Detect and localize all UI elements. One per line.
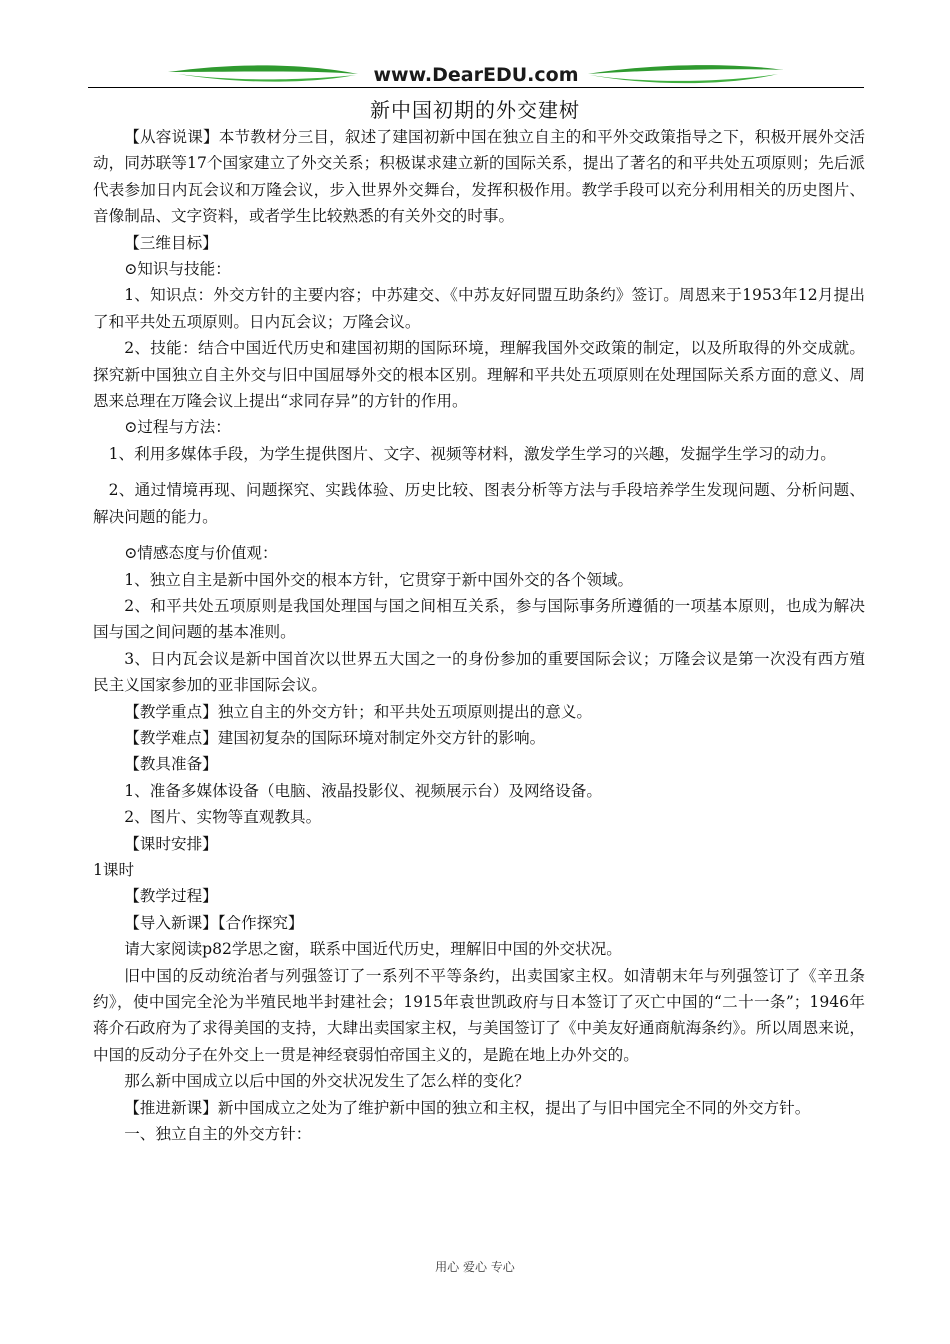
paragraph-intro: 【从容说课】本节教材分三目，叙述了建国初新中国在独立自主的和平外交政策指导之下，积极开展外交活动，同苏联等17个国家建立了外交关系；积极谋求建立新的国际关系，提出了著名的和平共处五项原则；先后派代表参加日内瓦会议和万隆会议，步入世界外交舞台，发挥积极作用。教学手段可以充分利用相关的历史图片、音像制品、文字资料，或者学生比较熟悉的有关外交的时事。	[93, 128, 865, 226]
heading-knowledge-skills: ⊙知识与技能：	[124, 260, 231, 279]
heading-three-goals: 【三维目标】	[124, 233, 218, 252]
teaching-difficulty: 【教学难点】建国初复杂的国际环境对制定外交方针的影响。	[124, 728, 546, 747]
site-header-banner	[88, 58, 864, 90]
document-title: 新中国初期的外交建树	[370, 98, 580, 122]
list-item: 2、通过情境再现、问题探究、实践体验、历史比较、图表分析等方法与手段培养学生发现问题、分析问题、解决问题的能力。	[93, 481, 865, 526]
teaching-focus: 【教学重点】独立自主的外交方针；和平共处五项原则提出的意义。	[124, 702, 593, 721]
paragraph: 那么新中国成立以后中国的外交状况发生了怎么样的变化？	[124, 1072, 530, 1091]
section-heading: 一、独立自主的外交方针：	[124, 1125, 312, 1144]
list-item: 2、图片、实物等直观教具。	[124, 808, 322, 827]
paragraph: 旧中国的反动统治者与列强签订了一系列不平等条约，出卖国家主权。如清朝末年与列强签订了《辛丑条约》，使中国完全沦为半殖民地半封建社会；1915年袁世凯政府与日本签订了灭亡中国的“二十一条”；1946年蒋介石政府为了求得美国的支持，大肆出卖国家主权，与美国签订了《中美友好通商航海条约》。所以周恩来说，中国的反动分子在外交上一贯是神经衰弱怕帝国主义的，是跪在地上办外交的。	[93, 966, 865, 1064]
list-item: 1、利用多媒体手段，为学生提供图片、文字、视频等材料，激发学生学习的兴趣，发掘学生学习的动力。	[108, 444, 836, 463]
paragraph: 请大家阅读p82学思之窗，联系中国近代历史，理解旧中国的外交状况。	[124, 940, 622, 959]
heading-teaching-aids: 【教具准备】	[124, 755, 218, 774]
heading-class-schedule: 【课时安排】	[124, 834, 218, 853]
page-footer: 用心 爱心 专心	[435, 1260, 515, 1274]
document-body	[93, 124, 865, 1147]
site-logo-text: www.DearEDU.com	[373, 64, 579, 86]
heading-lesson-intro: 【导入新课】【合作探究】	[124, 913, 304, 932]
heading-teaching-process: 【教学过程】	[124, 887, 218, 906]
list-item: 1、独立自主是新中国外交的根本方针，它贯穿于新中国外交的各个领域。	[124, 570, 634, 589]
paragraph: 【推进新课】新中国成立之处为了维护新中国的独立和主权，提出了与旧中国完全不同的外交方针。	[124, 1098, 811, 1117]
list-item: 3、日内瓦会议是新中国首次以世界五大国之一的身份参加的重要国际会议；万隆会议是第一次没有西方殖民主义国家参加的亚非国际会议。	[93, 649, 865, 695]
heading-emotion-values: ⊙情感态度与价值观：	[124, 544, 278, 563]
swoosh-logo-icon	[88, 58, 864, 90]
class-hours: 1课时	[93, 860, 135, 879]
heading-process-methods: ⊙过程与方法：	[124, 418, 231, 437]
list-item: 2、和平共处五项原则是我国处理国与国之间相互关系，参与国际事务所遵循的一项基本原则，也成为解决国与国之间问题的基本准则。	[93, 596, 865, 642]
list-item: 1、知识点：外交方针的主要内容；中苏建交、《中苏友好同盟互助条约》签订。周恩来于1953年12月提出了和平共处五项原则。日内瓦会议；万隆会议。	[93, 286, 865, 331]
list-item: 1、准备多媒体设备（电脑、液晶投影仪、视频展示台）及网络设备。	[124, 781, 602, 800]
header-rule	[88, 87, 864, 88]
list-item: 2、技能：结合中国近代历史和建国初期的国际环境，理解我国外交政策的制定，以及所取得的外交成就。探究新中国独立自主外交与旧中国屈辱外交的根本区别。理解和平共处五项原则在处理国际关系方面的意义、周恩来总理在万隆会议上提出“求同存异”的方针的作用。	[93, 339, 865, 411]
